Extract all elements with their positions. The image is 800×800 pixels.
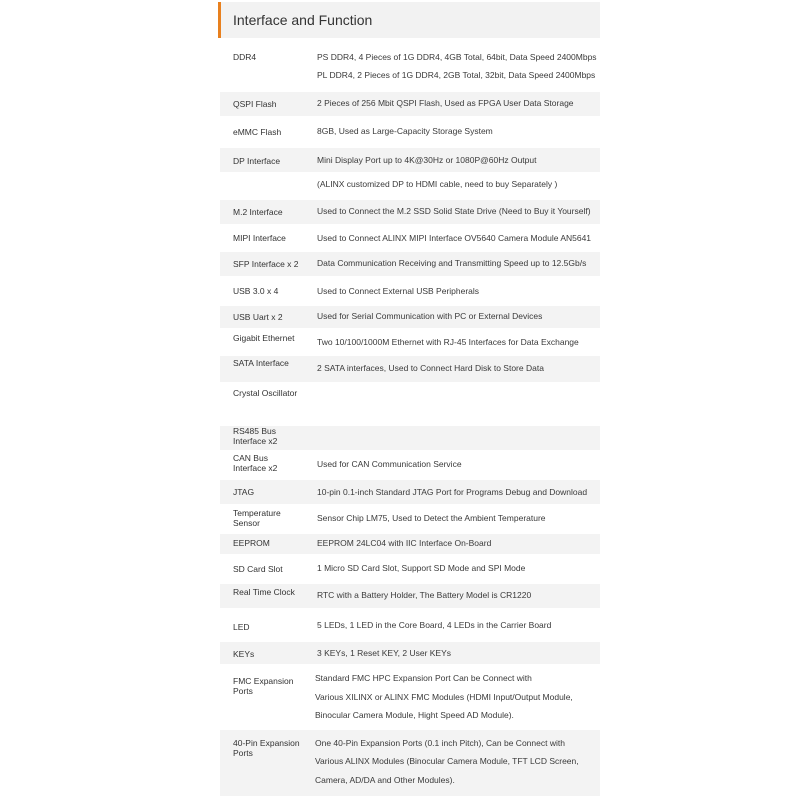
row-label: MIPI Interface xyxy=(233,233,286,243)
row-value: Used to Connect the M.2 SSD Solid State Drive (Need to Buy it Yourself) xyxy=(317,206,591,216)
row-value: Binocular Camera Module, Hight Speed AD Module). xyxy=(315,710,514,720)
row-label: DP Interface xyxy=(233,156,281,166)
section-title: Interface and Function xyxy=(233,12,373,28)
table-row xyxy=(220,452,600,478)
row-value: Used for CAN Communication Service xyxy=(317,459,462,469)
row-label: Temperature Sensor xyxy=(233,508,281,528)
row-label: 40-Pin Expansion Ports xyxy=(233,738,300,758)
row-label: RS485 Bus Interface x2 xyxy=(233,426,278,446)
row-label: JTAG xyxy=(233,487,255,497)
row-label: Gigabit Ethernet xyxy=(233,333,295,343)
row-value: 2 Pieces of 256 Mbit QSPI Flash, Used as FPGA User Data Storage xyxy=(317,98,574,108)
row-value: 1 Micro SD Card Slot, Support SD Mode and SPI Mode xyxy=(317,563,526,573)
table-row xyxy=(220,226,600,250)
table-row xyxy=(220,426,600,450)
row-value: RTC with a Battery Holder, The Battery Model is CR1220 xyxy=(317,590,532,600)
row-value: Two 10/100/1000M Ethernet with RJ-45 Interfaces for Data Exchange xyxy=(317,337,579,347)
row-value: Standard FMC HPC Expansion Port Can be Connect with xyxy=(315,673,532,683)
table-row xyxy=(220,534,600,554)
row-value: 10-pin 0.1-inch Standard JTAG Port for Programs Debug and Download xyxy=(317,487,588,497)
table-row xyxy=(220,556,600,582)
row-label: USB Uart x 2 xyxy=(233,312,283,322)
table-row xyxy=(220,148,600,189)
row-value: Mini Display Port up to 4K@30Hz or 1080P@60Hz Output xyxy=(317,155,537,165)
table-row xyxy=(220,118,600,146)
row-value: EEPROM 24LC04 with IIC Interface On-Board xyxy=(317,538,492,548)
row-label: KEYs xyxy=(233,649,255,659)
row-label: eMMC Flash xyxy=(233,127,282,137)
row-label: USB 3.0 x 4 xyxy=(233,286,279,296)
table-row xyxy=(220,252,600,276)
table-row xyxy=(220,666,600,728)
row-label: M.2 Interface xyxy=(233,207,283,217)
row-value: PL DDR4, 2 Pieces of 1G DDR4, 2GB Total, 32bit, Data Speed 2400Mbps xyxy=(317,70,596,80)
row-value: Camera, AD/DA and Other Modules). xyxy=(315,775,455,785)
row-value: Used to Connect ALINX MIPI Interface OV5640 Camera Module AN5641 xyxy=(317,233,592,243)
row-label: CAN Bus Interface x2 xyxy=(233,453,278,473)
section-header xyxy=(218,2,600,38)
row-label: EEPROM xyxy=(233,538,270,548)
table-row xyxy=(220,40,600,88)
row-value: One 40-Pin Expansion Ports (0.1 inch Pitch), Can be Connect with xyxy=(315,738,565,748)
row-value: Various XILINX or ALINX FMC Modules (HDMI Input/Output Module, xyxy=(315,692,573,702)
row-value: Data Communication Receiving and Transmitting Speed up to 12.5Gb/s xyxy=(317,258,587,268)
table-row xyxy=(220,330,600,354)
row-value: Used to Connect External USB Peripherals xyxy=(317,286,480,296)
table-row xyxy=(220,278,600,304)
table-row xyxy=(220,92,600,116)
row-value: 2 SATA interfaces, Used to Connect Hard Disk to Store Data xyxy=(317,363,544,373)
row-value: 8GB, Used as Large-Capacity Storage System xyxy=(317,126,493,136)
table-row xyxy=(220,384,600,424)
row-label: Real Time Clock xyxy=(233,587,295,597)
row-label: SATA Interface xyxy=(233,358,289,368)
table-row xyxy=(220,480,600,504)
table-row xyxy=(220,306,600,328)
row-label: SFP Interface x 2 xyxy=(233,259,299,269)
row-value: 3 KEYs, 1 Reset KEY, 2 User KEYs xyxy=(317,648,452,658)
table-row xyxy=(220,730,600,796)
row-label: QSPI Flash xyxy=(233,99,277,109)
table-row xyxy=(220,642,600,664)
table-row xyxy=(220,614,600,640)
row-value: (ALINX customized DP to HDMI cable, need to buy Separately ) xyxy=(317,179,558,189)
row-value: 5 LEDs, 1 LED in the Core Board, 4 LEDs in the Carrier Board xyxy=(317,620,552,630)
row-value: Used for Serial Communication with PC or External Devices xyxy=(317,311,543,321)
table-row xyxy=(220,584,600,608)
row-label: LED xyxy=(233,622,250,632)
row-value: Various ALINX Modules (Binocular Camera Module, TFT LCD Screen, xyxy=(315,756,579,766)
row-label: Crystal Oscillator xyxy=(233,388,298,398)
table-row xyxy=(220,200,600,224)
row-label: FMC Expansion Ports xyxy=(233,676,294,696)
row-label: DDR4 xyxy=(233,52,257,62)
row-value: Sensor Chip LM75, Used to Detect the Ambient Temperature xyxy=(317,513,546,523)
table-row xyxy=(220,506,600,532)
table-row xyxy=(220,356,600,382)
row-value: PS DDR4, 4 Pieces of 1G DDR4, 4GB Total, 64bit, Data Speed 2400Mbps xyxy=(317,52,597,62)
row-label: SD Card Slot xyxy=(233,564,283,574)
